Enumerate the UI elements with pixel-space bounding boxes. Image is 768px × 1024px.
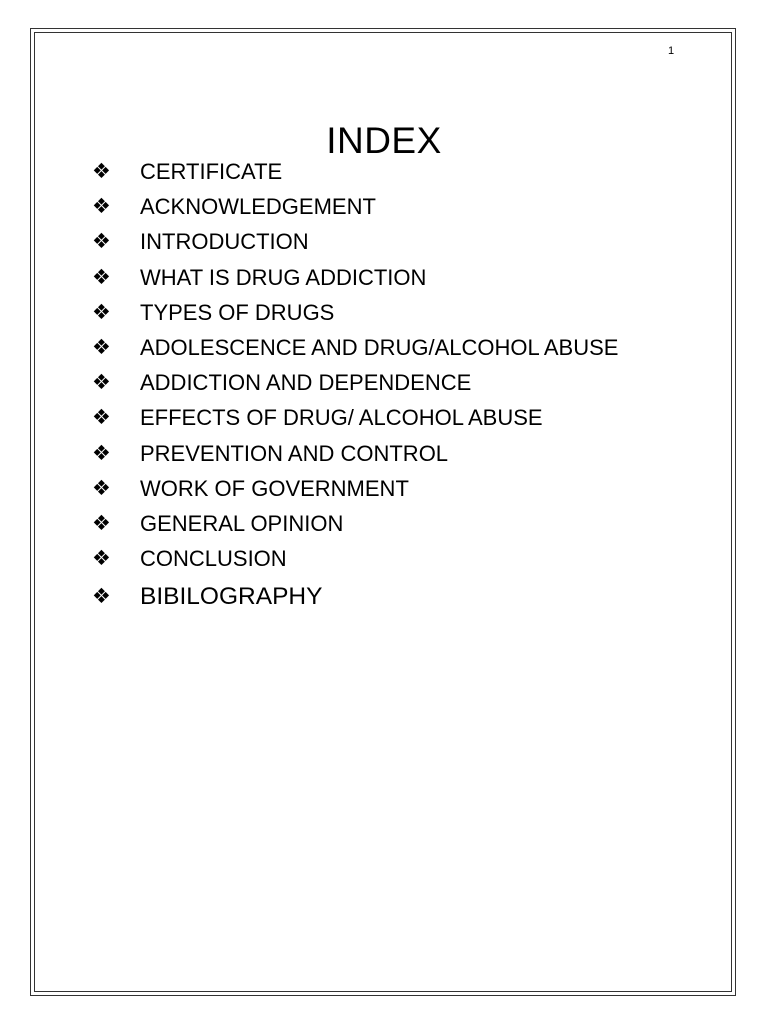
diamond-bullet-icon: ❖ — [92, 229, 111, 254]
index-item-label: CONCLUSION — [140, 546, 287, 572]
index-item-general-opinion — [92, 506, 618, 541]
index-item-what-is-drug-addiction — [92, 260, 618, 295]
index-item-label: CERTIFICATE — [140, 159, 283, 185]
index-item-bibliography — [92, 577, 618, 615]
index-item-prevention-control — [92, 436, 618, 471]
diamond-bullet-icon: ❖ — [92, 583, 111, 608]
index-item-label: WHAT IS DRUG ADDICTION — [140, 264, 427, 290]
index-list — [92, 154, 618, 615]
index-item-introduction — [92, 224, 618, 259]
index-item-label: TYPES OF DRUGS — [140, 299, 335, 325]
index-item-label: EFFECTS OF DRUG/ ALCOHOL ABUSE — [140, 405, 543, 431]
diamond-bullet-icon: ❖ — [92, 194, 111, 219]
index-item-conclusion — [92, 541, 618, 576]
index-item-label: WORK OF GOVERNMENT — [140, 475, 409, 501]
diamond-bullet-icon: ❖ — [92, 370, 111, 395]
index-item-label: BIBILOGRAPHY — [140, 582, 323, 610]
index-item-effects — [92, 400, 618, 435]
index-item-acknowledgement — [92, 189, 618, 224]
diamond-bullet-icon: ❖ — [92, 546, 111, 571]
diamond-bullet-icon: ❖ — [92, 440, 111, 465]
diamond-bullet-icon: ❖ — [92, 159, 111, 184]
index-item-label: ACKNOWLEDGEMENT — [140, 194, 376, 220]
index-item-work-of-government — [92, 471, 618, 506]
diamond-bullet-icon: ❖ — [92, 475, 111, 500]
index-item-label: ADOLESCENCE AND DRUG/ALCOHOL ABUSE — [140, 335, 619, 361]
diamond-bullet-icon: ❖ — [92, 299, 111, 324]
diamond-bullet-icon: ❖ — [92, 264, 111, 289]
diamond-bullet-icon: ❖ — [92, 405, 111, 430]
index-item-types-of-drugs — [92, 295, 618, 330]
index-item-addiction-dependence — [92, 365, 618, 400]
index-item-label: GENERAL OPINION — [140, 510, 344, 536]
page-title: INDEX — [326, 119, 442, 161]
diamond-bullet-icon: ❖ — [92, 510, 111, 535]
index-item-adolescence — [92, 330, 618, 365]
index-item-label: ADDICTION AND DEPENDENCE — [140, 370, 472, 396]
page-number: 1 — [667, 45, 675, 57]
diamond-bullet-icon: ❖ — [92, 335, 111, 360]
index-item-certificate — [92, 154, 618, 189]
index-item-label: PREVENTION AND CONTROL — [140, 440, 449, 466]
index-item-label: INTRODUCTION — [140, 229, 309, 255]
